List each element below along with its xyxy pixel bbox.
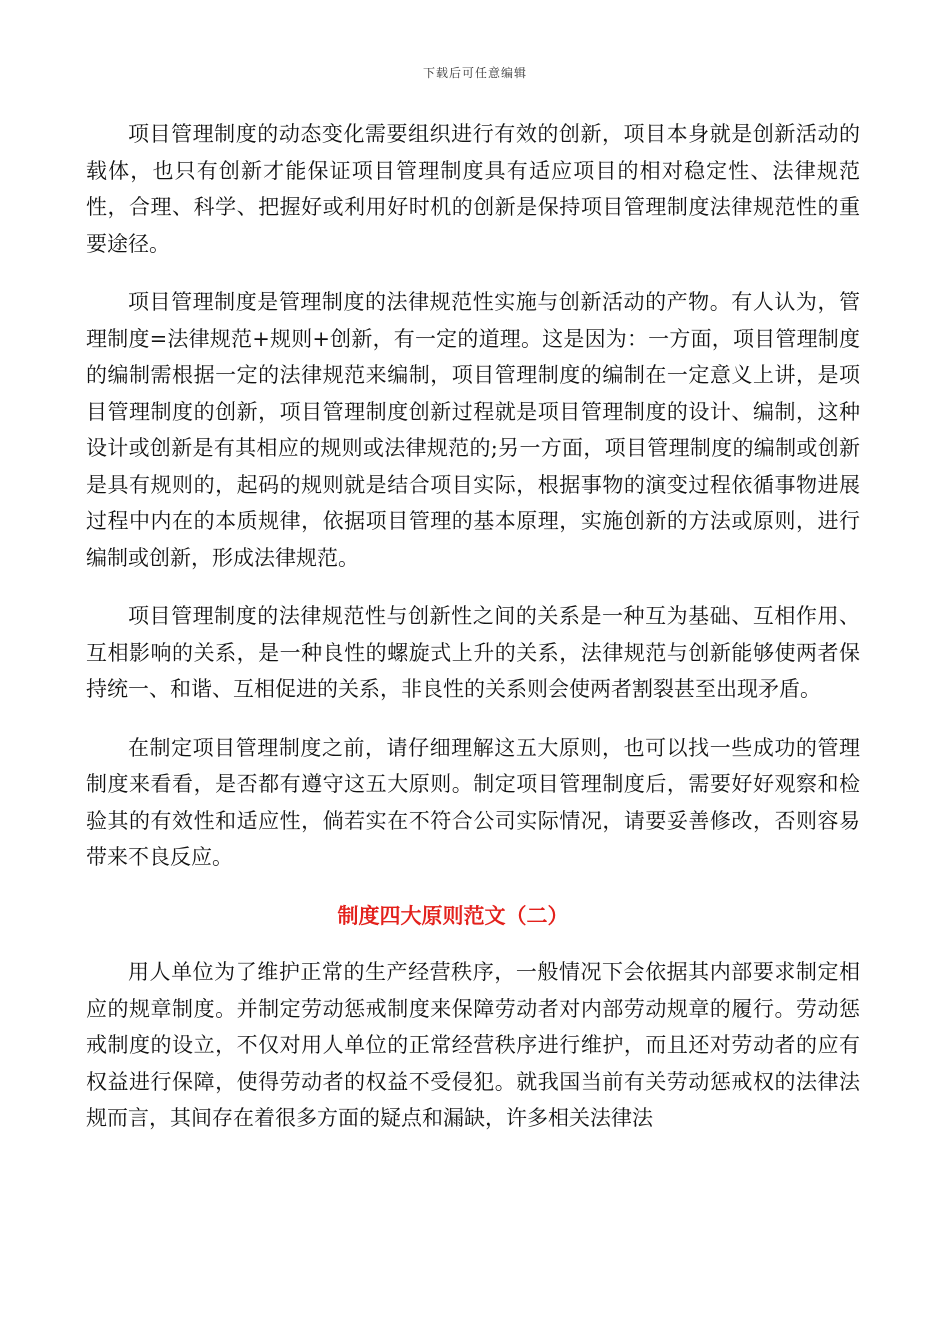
- section-paragraph-1: 用人单位为了维护正常的生产经营秩序，一般情况下会依据其内部要求制定相应的规章制度。并制定劳动惩戒制度来保障劳动者对内部劳动规章的履行。劳动惩戒制度的设立，不仅对用人单位的正常经营秩序进行维护，而且还对劳动者的应有权益进行保障，使得劳动者的权益不受侵犯。就我国当前有关劳动惩戒权的法律法规而言，其间存在着很多方面的疑点和漏缺，许多相关法律法: [86, 960, 860, 1130]
- paragraph-3: 项目管理制度的法律规范性与创新性之间的关系是一种互为基础、互相作用、互相影响的关系，是一种良性的螺旋式上升的关系，法律规范与创新能够使两者保持统一、和谐、互相促进的关系，非良性的关系则会使两者割裂甚至出现矛盾。: [86, 604, 860, 701]
- paragraph-4: 在制定项目管理制度之前，请仔细理解这五大原则，也可以找一些成功的管理制度来看看，是否都有遵守这五大原则。制定项目管理制度后，需要好好观察和检验其的有效性和适应性，倘若实在不符合公司实际情况，请要妥善修改，否则容易带来不良反应。: [86, 735, 860, 869]
- section-heading: 制度四大原则范文（二）: [337, 902, 569, 928]
- paragraph-1: 项目管理制度的动态变化需要组织进行有效的创新，项目本身就是创新活动的载体，也只有创新才能保证项目管理制度具有适应项目的相对稳定性、法律规范性，合理、科学、把握好或利用好时机的创新是保持项目管理制度法律规范性的重要途径。: [86, 122, 860, 256]
- document-body: [86, 116, 860, 1159]
- paragraph-2: 项目管理制度是管理制度的法律规范性实施与创新活动的产物。有人认为，管理制度=法律规范+规则+创新，有一定的道理。这是因为：一方面，项目管理制度的编制需根据一定的法律规范来编制，项目管理制度的编制在一定意义上讲，是项目管理制度的创新，项目管理制度创新过程就是项目管理制度的设计、编制，这种设计或创新是有其相应的规则或法律规范的;另一方面，项目管理制度的编制或创新是具有规则的，起码的规则就是结合项目实际，根据事物的演变过程依循事物进展过程中内在的本质规律，依据项目管理的基本原理，实施创新的方法或原则，进行编制或创新，形成法律规范。: [86, 290, 860, 570]
- page-header: 下载后可任意编辑: [422, 66, 527, 80]
